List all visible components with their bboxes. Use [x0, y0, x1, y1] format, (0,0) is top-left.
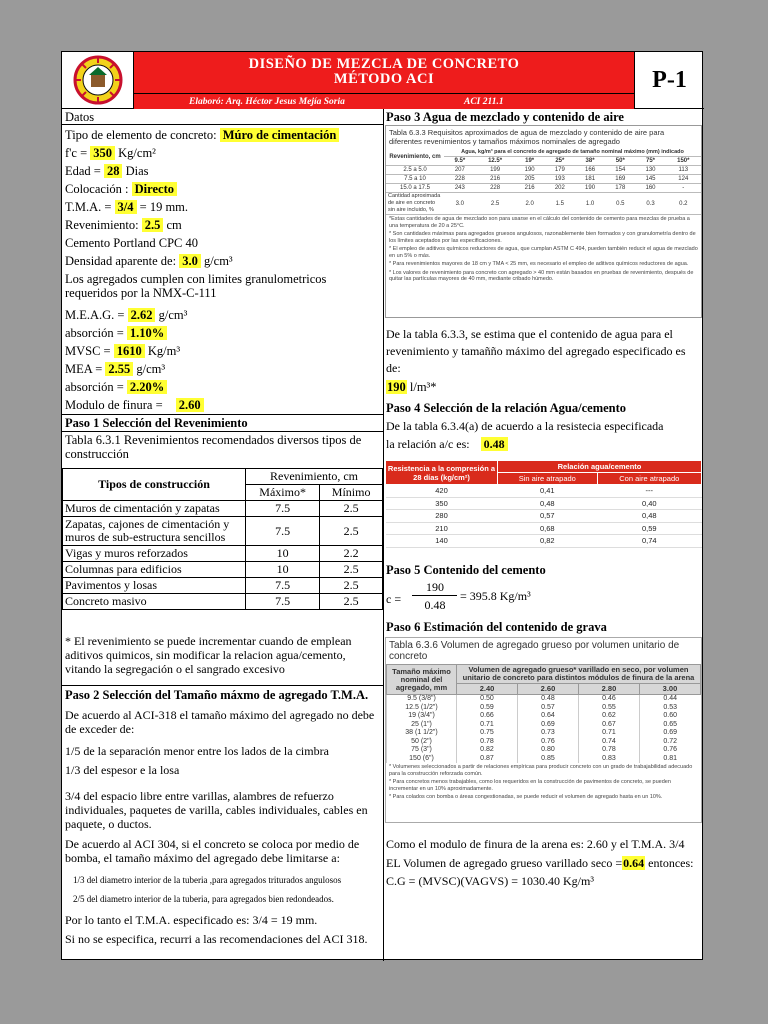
t633-cell: 130: [635, 166, 665, 175]
edad-value: 28: [104, 164, 123, 178]
t633-cell: 216: [515, 184, 545, 193]
fc-row: [65, 146, 156, 160]
t636-col: 2.60: [517, 684, 578, 695]
table-row: [386, 522, 702, 535]
elaboro-text: Elaboró: Arq. Héctor Jesus Mejía Soria: [189, 97, 345, 107]
c-result: = 395.8 Kg/m³: [460, 589, 531, 603]
t636-cell: 19 (3/4"): [387, 712, 457, 721]
t633-cell: 1.5: [545, 193, 575, 215]
t633-col: 25*: [545, 157, 575, 166]
mvsc-label: MVSC =: [65, 344, 111, 358]
rc-sub-con-aire: Con aire atrapado: [597, 473, 701, 485]
mea-unit: g/cm³: [136, 362, 166, 376]
abs2-value: 2.20%: [127, 380, 167, 394]
title-line-2: MÉTODO ACI: [333, 71, 435, 87]
table-row: [387, 695, 701, 704]
rc-cell: 0,82: [498, 535, 598, 548]
t633-note: * Los valores de revenimiento para concreto con agregado > 40 mm están basados en pruebas de revenimiento, después de quitar las partículas mayores de 40 mm, mediante cribado húmedo.: [389, 269, 694, 282]
dens-row: [65, 254, 233, 268]
rev-value: 2.5: [142, 218, 164, 232]
rc-cell: 0,68: [498, 522, 598, 535]
table-row: [387, 704, 701, 713]
mf-label: Modulo de finura =: [65, 398, 163, 412]
rc-cell: 0,59: [597, 522, 701, 535]
t636-cell: 0.80: [517, 746, 578, 755]
tipo-value: Múro de cimentación: [220, 128, 340, 142]
p2-intro: De acuerdo al ACI-318 el tamaño máximo del agregado no debe de exceder de:: [65, 708, 375, 736]
abs1-label: absorción =: [65, 326, 124, 340]
table-row: [386, 535, 702, 548]
table-row: [63, 501, 383, 517]
max-cell: 10: [246, 562, 320, 578]
t636-cell: 0.48: [517, 695, 578, 704]
meag-label: M.E.A.G. =: [65, 308, 125, 322]
c-denominator: 0.48: [424, 598, 446, 612]
dens-label: Densidad aparente de:: [65, 254, 177, 268]
t636-cell: 0.78: [578, 746, 639, 755]
t636-cell: 0.69: [639, 729, 700, 738]
tipo-cell: Vigas y muros reforzados: [63, 546, 246, 562]
mea-value: 2.55: [105, 362, 133, 376]
tipo-cell: Columnas para edificios: [63, 562, 246, 578]
table-row: [63, 546, 383, 562]
p6-text1: Como el modulo de finura de la arena es: 2.60 y el T.M.A. 3/4: [386, 837, 685, 851]
ac-value: 0.48: [481, 437, 508, 451]
t636-cell: 12.5 (1/2"): [387, 704, 457, 713]
header-title: [134, 52, 634, 93]
aci-text: ACI 211.1: [464, 97, 504, 107]
table-row: [63, 594, 383, 610]
t636-cell: 0.71: [578, 729, 639, 738]
rc-cell: 0,57: [498, 510, 598, 523]
t633-cell: 228: [444, 175, 476, 184]
t633-head-rev: Revenimiento, cm: [386, 148, 444, 166]
t636-cell: 50 (2"): [387, 738, 457, 747]
t636-cell: 0.85: [517, 755, 578, 764]
p4-row: [386, 437, 508, 451]
t636-cell: 0.57: [517, 704, 578, 713]
p2-item-a: 1/5 de la separación menor entre los lados de la cimbra: [65, 744, 329, 758]
t633-cell: 179: [545, 166, 575, 175]
t636-cell: 0.81: [639, 755, 700, 764]
col-max-header: Máximo*: [246, 485, 320, 501]
t636-cell: 0.72: [639, 738, 700, 747]
title-line-1: DISEÑO DE MEZCLA DE CONCRETO: [248, 56, 520, 72]
min-cell: 2.5: [320, 501, 383, 517]
abs2-label: absorción =: [65, 380, 124, 394]
column-divider: [383, 109, 384, 961]
t633-cell: 154: [605, 166, 635, 175]
t633-cell: 2.5: [476, 193, 515, 215]
edad-label: Edad =: [65, 164, 101, 178]
table-row: [63, 578, 383, 594]
rc-cell: 0,48: [597, 510, 701, 523]
t636-col: 2.40: [457, 684, 518, 695]
rev-row: [65, 218, 182, 232]
t633-cell: 124: [666, 175, 701, 184]
divider: [62, 124, 383, 125]
mvsc-unit: Kg/m³: [147, 344, 181, 358]
p6-text2: EL Volumen de agregado grueso varillado seco =: [386, 856, 623, 870]
t633-cell: 181: [575, 175, 605, 184]
rc-cell: 210: [386, 522, 498, 535]
relacion-ac-table: [385, 460, 702, 548]
t636-cell: 0.67: [578, 721, 639, 730]
divider: [62, 431, 383, 432]
t633-col: 12.5*: [476, 157, 515, 166]
fc-unit: Kg/cm²: [118, 146, 156, 160]
t636-cell: 38 (1 1/2"): [387, 729, 457, 738]
table-row: [386, 510, 702, 523]
p6-text2b: entonces:: [648, 856, 694, 870]
table-row: [387, 738, 701, 747]
min-cell: 2.5: [320, 594, 383, 610]
institution-seal-icon: [70, 55, 126, 105]
t633-cell: 2.0: [515, 193, 545, 215]
paso6-heading: Paso 6 Estimación del contenido de grava: [386, 620, 607, 634]
t633-cell: 178: [605, 184, 635, 193]
t633-col: 19*: [515, 157, 545, 166]
rc-cell: 140: [386, 535, 498, 548]
t633-col: 50*: [605, 157, 635, 166]
t633-cell: 0.2: [666, 193, 701, 215]
p2-item-e: 1/3 del diametro interior de la tuberia ,para agregados triturados angulosos: [73, 875, 342, 885]
paso1-heading: Paso 1 Selección del Revenimiento: [65, 416, 248, 430]
meag-row: [65, 308, 187, 322]
paso2-heading: Paso 2 Selección del Tamaño máxmo de agregado T.M.A.: [65, 688, 369, 702]
col-tipo-header: Tipos de construcción: [63, 469, 246, 501]
rc-head-relacion: Relación agua/cemento: [498, 461, 702, 473]
t636-note: * Volumenes seleccionados a partir de relaciones empíricas para producir concreto con un grado de trabajabilidad adecuado para la construcción reforzada común.: [389, 764, 693, 777]
t633-cell: 190: [575, 184, 605, 193]
t636-cell: 9.5 (3/8"): [387, 695, 457, 704]
t636-cell: 75 (3"): [387, 746, 457, 755]
fc-value: 350: [90, 146, 115, 160]
t636-cell: 0.64: [517, 712, 578, 721]
table-row: [386, 497, 702, 510]
edad-unit: Dias: [125, 164, 149, 178]
meag-value: 2.62: [128, 308, 156, 322]
meag-unit: g/cm³: [158, 308, 188, 322]
t636-cell: 0.60: [639, 712, 700, 721]
p4-text2: la relación a/c es:: [386, 437, 470, 451]
header-subtitle: [134, 93, 634, 109]
t636-cell: 150 (6"): [387, 755, 457, 764]
t633-cell: 160: [635, 184, 665, 193]
tma-label: T.M.A. =: [65, 200, 112, 214]
edad-row: [65, 164, 149, 178]
t633-cell: 199: [476, 166, 515, 175]
t633-col: 75*: [635, 157, 665, 166]
abs1-row: [65, 326, 167, 340]
fc-label: f'c =: [65, 146, 88, 160]
t636-cell: 0.87: [457, 755, 518, 764]
paso3-heading: Paso 3 Agua de mezclado y contenido de aire: [386, 110, 624, 124]
tma-row: [65, 200, 188, 214]
table-row: [387, 721, 701, 730]
t633-cell: 190: [515, 166, 545, 175]
max-cell: 7.5: [246, 594, 320, 610]
mf-value: 2.60: [176, 398, 204, 412]
tabla-633-image: [385, 125, 702, 318]
table-row: [386, 175, 701, 184]
t633-cell: 207: [444, 166, 476, 175]
t633-cell: 3.0: [444, 193, 476, 215]
t633-cell: 145: [635, 175, 665, 184]
t636-note: * Para concretos menos trabajables, como los requeridos en la construcción de pavimentos de concreto, se pueden incrementar en un 10% aproximadamente.: [389, 779, 671, 792]
t636-cell: 0.75: [457, 729, 518, 738]
tipo-cell: Muros de cimentación y zapatas: [63, 501, 246, 517]
t633-cell: 228: [476, 184, 515, 193]
table-row: [387, 729, 701, 738]
p6-row: [386, 856, 693, 870]
divider: [62, 685, 383, 686]
table-row: [387, 746, 701, 755]
divider: [62, 414, 383, 415]
logo: [62, 52, 134, 109]
table-row: [63, 517, 383, 546]
table-row: [386, 193, 701, 215]
tipo-cell: Zapatas, cajones de cimentación y muros de sub-estructura sencillos: [63, 517, 246, 546]
t633-note: *Estas cantidades de agua de mezclado son para usarse en el cálculo del contenido de cemento para mezclas de prueba a una temperatura de 20 a 25°C.: [389, 216, 690, 229]
fraction-bar: [412, 595, 457, 596]
cemento-text: Cemento Portland CPC 40: [65, 236, 198, 250]
tipo-cell: Concreto masivo: [63, 594, 246, 610]
min-cell: 2.5: [320, 562, 383, 578]
page-code: P-1: [634, 52, 704, 109]
rc-cell: 350: [386, 497, 498, 510]
table-row: [387, 712, 701, 721]
mea-row: [65, 362, 165, 376]
tabla631-caption: Tabla 6.3.1 Revenimientos recomendados diversos tipos de construcción: [65, 433, 362, 461]
c-numerator: 190: [426, 580, 444, 594]
p3-text: De la tabla 6.3.3, se estima que el contenido de agua para el revenimiento y tamañño máximo del agregado especificado es de:: [386, 327, 686, 375]
paso4-heading: Paso 4 Selección de la relación Agua/cemento: [386, 401, 627, 415]
t636-cell: 0.73: [517, 729, 578, 738]
col-rev-header: Revenimiento, cm: [246, 469, 383, 485]
dens-value: 3.0: [179, 254, 201, 268]
t633-cell: 0.5: [605, 193, 635, 215]
table-row: [63, 562, 383, 578]
mf-row: [65, 398, 204, 412]
rev-unit: cm: [166, 218, 182, 232]
tma-value: 3/4: [115, 200, 137, 214]
t636-cell: 0.50: [457, 695, 518, 704]
paso5-heading: Paso 5 Contenido del cemento: [386, 563, 546, 577]
abs1-value: 1.10%: [127, 326, 167, 340]
max-cell: 7.5: [246, 517, 320, 546]
mea-label: MEA =: [65, 362, 103, 376]
t636-cell: 0.78: [457, 738, 518, 747]
p2-item-g: Por lo tanto el T.M.A. especificado es: 3/4 = 19 mm.: [65, 913, 318, 927]
t633-cell: 7.5 a 10: [386, 175, 444, 184]
tipo-cell: Pavimentos y losas: [63, 578, 246, 594]
rc-cell: 0,40: [597, 497, 701, 510]
p2-item-d: De acuerdo al ACI 304, si el concreto se coloca por medio de bomba, el tamaño máximo del agregado debe limitarse a:: [65, 837, 360, 865]
t636-cell: 0.82: [457, 746, 518, 755]
tipo-label: Tipo de elemento de concreto:: [65, 128, 217, 142]
agua-unit: l/m³*: [409, 380, 437, 394]
rc-cell: 0,74: [597, 535, 701, 548]
tma-eq: = 19 mm.: [139, 200, 189, 214]
t636-cell: 0.62: [578, 712, 639, 721]
p2-item-c: 3/4 del espacio libre entre varillas, alambres de refuerzo individuales, paquetes de varilla, cables individuales, cables en paquete, o ductos.: [65, 789, 368, 831]
rc-cell: 0,41: [498, 485, 598, 498]
max-cell: 7.5: [246, 578, 320, 594]
t633-col: 9.5*: [444, 157, 476, 166]
t636-cell: 0.65: [639, 721, 700, 730]
table-row: [386, 184, 701, 193]
table-row: [386, 485, 702, 498]
p4-text1: De la tabla 6.3.4(a) de acuerdo a la resistecia especificada: [386, 419, 664, 433]
t636-head-tamano: Tamaño máximo nominal del agregado, mm: [387, 665, 457, 695]
rc-head-resistencia: Resistencia a la compresión a 28 días (kg/cm²): [386, 461, 498, 485]
t636-cell: 25 (1"): [387, 721, 457, 730]
t633-note: * Son cantidades máximas para agregados gruesos angulosos, razonablemente bien formados y con granulometría dentro de los límites aceptados por las especificaciones.: [389, 231, 696, 244]
datos-label: Datos: [65, 110, 95, 124]
t633-cell: 15.0 a 17.5: [386, 184, 444, 193]
table-row: [387, 755, 701, 764]
t633-cell: 166: [575, 166, 605, 175]
t636-cell: 0.69: [517, 721, 578, 730]
t636-cell: 0.46: [578, 695, 639, 704]
t636-head-volumen: Volumen de agregado grueso* varillado en seco, por volumen unitario de concreto para distintos módulos de finura de la arena: [457, 665, 701, 684]
agua-value: 190: [387, 380, 406, 394]
t636-cell: 0.66: [457, 712, 518, 721]
t633-cell: 169: [605, 175, 635, 184]
t633-cell: 2.5 a 5.0: [386, 166, 444, 175]
nota-revenimiento: * El revenimiento se puede incrementar cuando de emplean aditivos quimicos, sin modificar la relacion agua/cemento, vitando la segregación o el sangrado excesivo: [65, 634, 352, 676]
rc-cell: 280: [386, 510, 498, 523]
t633-note: * Para revenimientos mayores de 18 cm y TMA < 25 mm, es necesario el empleo de aditivos químicos reductores de agua.: [389, 261, 689, 267]
tabla-633: [386, 148, 701, 215]
rc-cell: 420: [386, 485, 498, 498]
p6-text3: C.G = (MVSC)(VAGVS) = 1030.40 Kg/m³: [386, 874, 594, 888]
t633-note: * El empleo de aditivos químicos reductores de agua, que cumplan ASTM C 494, pueden también reducir el agua de mezclado en un 5% o más.: [389, 246, 698, 259]
t636-note: * Para colados con bomba o áreas congestionadas, se puede reducir el volumen de agregado hasta en un 10%.: [389, 794, 663, 800]
p2-item-b: 1/3 del espesor e la losa: [65, 763, 180, 777]
t636-cell: 0.59: [457, 704, 518, 713]
colocacion-label: Colocación :: [65, 182, 129, 196]
t636-cell: 0.44: [639, 695, 700, 704]
t633-col: 38*: [575, 157, 605, 166]
colocacion-value: Directo: [132, 182, 177, 196]
t633-cell: 193: [545, 175, 575, 184]
min-cell: 2.5: [320, 517, 383, 546]
colocacion-row: [65, 182, 177, 196]
table-row: [386, 166, 701, 175]
document-sheet: [61, 51, 703, 960]
t636-cell: 0.53: [639, 704, 700, 713]
t636-col: 3.00: [639, 684, 700, 695]
t636-cell: 0.83: [578, 755, 639, 764]
t633-cell: 113: [666, 166, 701, 175]
rc-cell: 0,48: [498, 497, 598, 510]
t633-cell: -: [666, 184, 701, 193]
tabla-636-title: Tabla 6.3.6 Volumen de agregado grueso por volumen unitario de concreto: [389, 640, 680, 662]
tabla-636: [386, 664, 701, 763]
min-cell: 2.5: [320, 578, 383, 594]
t636-col: 2.80: [578, 684, 639, 695]
t633-cell: 0.3: [635, 193, 665, 215]
t636-cell: 0.74: [578, 738, 639, 747]
dens-unit: g/cm³: [203, 254, 233, 268]
rc-sub-sin-aire: Sin aire atrapado: [498, 473, 598, 485]
max-cell: 10: [246, 546, 320, 562]
t633-cell: Cantidad aproximada de aire en concreto sin aire incluido, %: [386, 193, 444, 215]
t633-cell: 202: [545, 184, 575, 193]
t633-cell: 243: [444, 184, 476, 193]
t633-head-agua: Agua, kg/m³ para el concreto de agregado de tamaño nominal máximo (mm) indicado: [444, 148, 701, 157]
col-min-header: Mínimo: [320, 485, 383, 501]
t633-cell: 205: [515, 175, 545, 184]
c-label: c =: [386, 592, 402, 606]
agregados-text: Los agregados cumplen con limites granulometricos requeridos por la NMX-C-111: [65, 272, 327, 300]
t636-cell: 0.55: [578, 704, 639, 713]
t636-cell: 0.76: [517, 738, 578, 747]
t633-col: 150*: [666, 157, 701, 166]
revenimiento-table: [62, 468, 383, 610]
rc-cell: ---: [597, 485, 701, 498]
mvsc-value: 1610: [114, 344, 145, 358]
p2-item-f: 2/5 del diametro interior de la tuberia, para agregados bien redondeados.: [73, 894, 334, 904]
abs2-row: [65, 380, 167, 394]
t633-cell: 216: [476, 175, 515, 184]
tabla-633-title: Tabla 6.3.3 Requisitos aproximados de agua de mezclado y contenido de aire para diferentes revenimientos y tamaños máximos nominales de agregado: [389, 128, 665, 146]
t636-cell: 0.71: [457, 721, 518, 730]
max-cell: 7.5: [246, 501, 320, 517]
t633-cell: 1.0: [575, 193, 605, 215]
agua-row: [386, 380, 437, 394]
rev-label: Revenimiento:: [65, 218, 139, 232]
tipo-row: [65, 128, 339, 142]
vol-value: 0.64: [623, 856, 645, 870]
mvsc-row: [65, 344, 180, 358]
t636-cell: 0.76: [639, 746, 700, 755]
min-cell: 2.2: [320, 546, 383, 562]
p2-item-h: Si no se especifica, recurri a las recomendaciones del ACI 318.: [65, 932, 368, 946]
tabla-636-image: [385, 637, 702, 823]
